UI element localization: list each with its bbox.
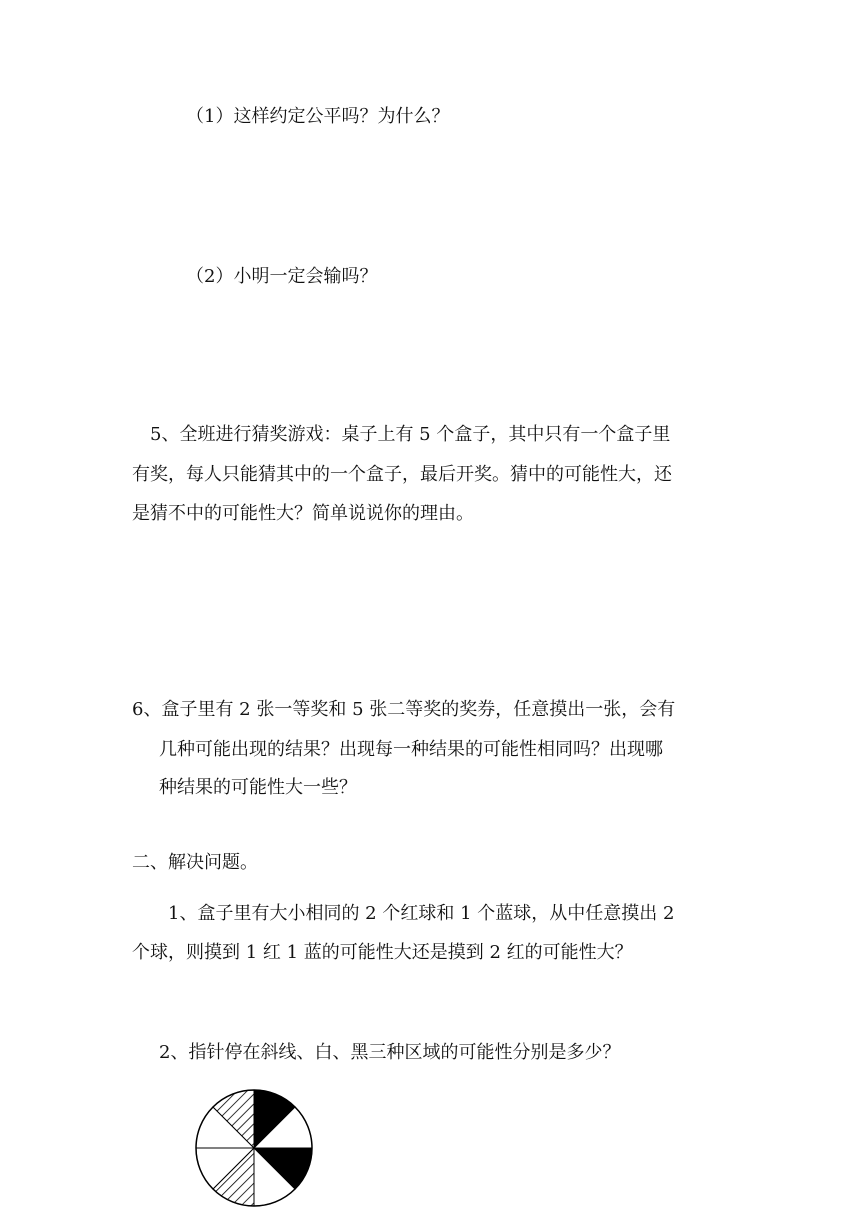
- q6-line3: 种结果的可能性大一些？: [159, 777, 357, 798]
- q4-sub1: （1）这样约定公平吗？为什么？: [186, 106, 450, 127]
- s2-p1-line1: 1、盒子里有大小相同的 2 个红球和 1 个蓝球，从中任意摸出 2: [168, 903, 675, 924]
- q6-line2: 几种可能出现的结果？出现每一种结果的可能性相同吗？出现哪: [159, 739, 663, 760]
- spinner-wheel: [192, 1086, 316, 1210]
- q6-line1: 6、盒子里有 2 张一等奖和 5 张二等奖的奖券，任意摸出一张，会有: [132, 699, 676, 720]
- section2-heading: 二、解决问题。: [132, 852, 258, 873]
- s2-p2: 2、指针停在斜线、白、黑三种区域的可能性分别是多少？: [159, 1042, 621, 1063]
- s2-p1-line2: 个球，则摸到 1 红 1 蓝的可能性大还是摸到 2 红的可能性大？: [132, 942, 633, 963]
- q5-line2: 有奖，每人只能猜其中的一个盒子，最后开奖。猜中的可能性大，还: [132, 464, 672, 485]
- q5-line1: 5、全班进行猜奖游戏：桌子上有 5 个盒子，其中只有一个盒子里: [150, 424, 671, 445]
- q5-line3: 是猜不中的可能性大？简单说说你的理由。: [132, 503, 474, 524]
- q4-sub2: （2）小明一定会输吗？: [186, 266, 378, 287]
